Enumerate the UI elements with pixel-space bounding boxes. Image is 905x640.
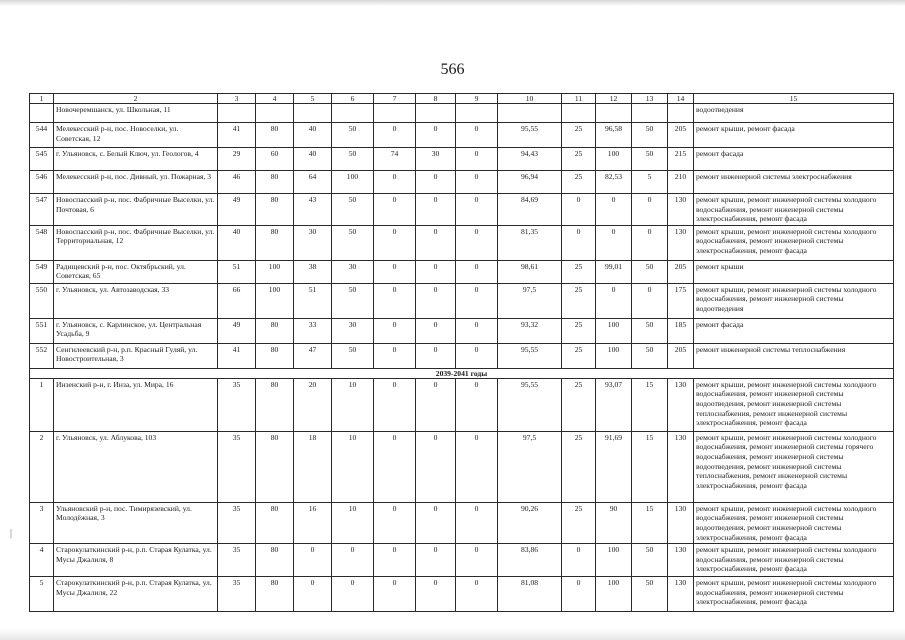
col-14: 130 — [668, 431, 694, 502]
col-8: 0 — [416, 318, 456, 343]
col-11: 0 — [562, 577, 596, 612]
header-row — [30, 94, 894, 104]
col-12: 100 — [596, 318, 632, 343]
col-4: 80 — [256, 318, 294, 343]
col-13: 50 — [632, 318, 668, 343]
col-9: 0 — [456, 171, 498, 194]
scan-bottom-edge — [0, 628, 905, 640]
col-6: 50 — [332, 194, 374, 226]
col-6: 50 — [332, 225, 374, 260]
row-number: 545 — [30, 148, 54, 171]
col-6: 50 — [332, 123, 374, 148]
row-number: 3 — [30, 502, 54, 543]
col-9: 0 — [456, 148, 498, 171]
col-12: 90 — [596, 502, 632, 543]
col-8: 0 — [416, 577, 456, 612]
col-12: 99,01 — [596, 260, 632, 283]
col-14: 130 — [668, 502, 694, 543]
scan-top-edge — [0, 0, 905, 6]
col-3: 35 — [218, 431, 256, 502]
col-5: 33 — [294, 318, 332, 343]
works-list: ремонт фасада — [694, 148, 894, 171]
col-13: 50 — [632, 577, 668, 612]
col-4: 80 — [256, 194, 294, 226]
table-row — [30, 123, 894, 148]
col-3: 29 — [218, 148, 256, 171]
col-11: 25 — [562, 123, 596, 148]
col-9: 0 — [456, 343, 498, 368]
col-5: 16 — [294, 502, 332, 543]
works-list: ремонт крыши, ремонт инженерной системы холодного водоснабжения, ремонт инженерной системы электроснабжения, ремонт фасада — [694, 577, 894, 612]
col-13: 0 — [632, 283, 668, 318]
col-4: 60 — [256, 148, 294, 171]
address: Мелекесский р-н, пос. Дивный, ул. Пожарная, 3 — [54, 171, 218, 194]
col-7: 74 — [374, 148, 416, 171]
col-10: 81,35 — [498, 225, 562, 260]
col-8: 0 — [416, 502, 456, 543]
address: Новочеремшанск, ул. Школьная, 11 — [54, 104, 218, 123]
col-3: 35 — [218, 378, 256, 431]
col-9: 0 — [456, 318, 498, 343]
row-number: 5 — [30, 577, 54, 612]
col-14: 205 — [668, 123, 694, 148]
row-number: 548 — [30, 225, 54, 260]
col-5: 18 — [294, 431, 332, 502]
col-8: 0 — [416, 171, 456, 194]
col-9: 0 — [456, 431, 498, 502]
col-7: 0 — [374, 283, 416, 318]
col-6: 10 — [332, 431, 374, 502]
table-row — [30, 104, 894, 123]
col-5: 0 — [294, 577, 332, 612]
row-number: 551 — [30, 318, 54, 343]
col-11: 0 — [562, 225, 596, 260]
col-10: 94,43 — [498, 148, 562, 171]
col-11: 25 — [562, 260, 596, 283]
col-8: 0 — [416, 283, 456, 318]
works-list: ремонт крыши, ремонт инженерной системы холодного водоснабжения, ремонт инженерной системы электроснабжения, ремонт фасада — [694, 225, 894, 260]
col-7 — [374, 104, 416, 123]
col-3: 66 — [218, 283, 256, 318]
col-12: 96,58 — [596, 123, 632, 148]
works-list: ремонт крыши, ремонт инженерной системы холодного водоснабжения, ремонт инженерной системы водоотведения, ремонт инженерной системы электроснабжения, ремонт фасада — [694, 502, 894, 543]
col-5: 30 — [294, 225, 332, 260]
col-14: 185 — [668, 318, 694, 343]
table-row — [30, 343, 894, 368]
col-10: 95,55 — [498, 343, 562, 368]
col-11: 25 — [562, 318, 596, 343]
col-14: 130 — [668, 577, 694, 612]
col-7: 0 — [374, 194, 416, 226]
header-cell: 10 — [498, 94, 562, 104]
col-7: 0 — [374, 577, 416, 612]
col-3: 49 — [218, 194, 256, 226]
col-6: 50 — [332, 148, 374, 171]
col-5: 47 — [294, 343, 332, 368]
table-row — [30, 260, 894, 283]
col-8: 0 — [416, 378, 456, 431]
col-13: 15 — [632, 431, 668, 502]
col-12: 82,53 — [596, 171, 632, 194]
col-9: 0 — [456, 378, 498, 431]
col-11 — [562, 104, 596, 123]
margin-mark: | — [10, 528, 13, 539]
col-6: 10 — [332, 378, 374, 431]
row-number — [30, 104, 54, 123]
col-11: 0 — [562, 544, 596, 577]
col-3: 41 — [218, 123, 256, 148]
row-number: 549 — [30, 260, 54, 283]
col-13 — [632, 104, 668, 123]
col-9: 0 — [456, 283, 498, 318]
table-row — [30, 225, 894, 260]
col-9: 0 — [456, 260, 498, 283]
col-7: 0 — [374, 123, 416, 148]
table-row — [30, 378, 894, 431]
header-cell: 9 — [456, 94, 498, 104]
row-number: 550 — [30, 283, 54, 318]
col-10: 81,08 — [498, 577, 562, 612]
col-3: 35 — [218, 577, 256, 612]
col-11: 0 — [562, 194, 596, 226]
address: Инзенский р-н, г. Инза, ул. Мира, 16 — [54, 378, 218, 431]
col-12: 100 — [596, 544, 632, 577]
col-14: 130 — [668, 194, 694, 226]
table-row — [30, 502, 894, 543]
table-row — [30, 194, 894, 226]
col-5 — [294, 104, 332, 123]
col-4: 80 — [256, 225, 294, 260]
col-10: 98,61 — [498, 260, 562, 283]
col-7: 0 — [374, 260, 416, 283]
table-row — [30, 171, 894, 194]
header-cell: 2 — [54, 94, 218, 104]
col-13: 0 — [632, 194, 668, 226]
col-7: 0 — [374, 225, 416, 260]
col-10: 84,69 — [498, 194, 562, 226]
address: Радищевский р-н, пос. Октябрьский, ул. Советская, 65 — [54, 260, 218, 283]
col-3 — [218, 104, 256, 123]
header-cell: 3 — [218, 94, 256, 104]
col-13: 50 — [632, 260, 668, 283]
address: Сенгилеевский р-н, р.п. Красный Гуляй, ул. Новостроительная, 3 — [54, 343, 218, 368]
address: г. Ульяновск, с. Карлинское, ул. Центральная Усадьба, 9 — [54, 318, 218, 343]
col-7: 0 — [374, 343, 416, 368]
header-cell: 13 — [632, 94, 668, 104]
col-14: 215 — [668, 148, 694, 171]
col-10: 90,26 — [498, 502, 562, 543]
col-4: 80 — [256, 171, 294, 194]
col-7: 0 — [374, 431, 416, 502]
col-14 — [668, 104, 694, 123]
col-8: 0 — [416, 225, 456, 260]
col-9: 0 — [456, 194, 498, 226]
col-4: 80 — [256, 123, 294, 148]
works-list: ремонт крыши, ремонт инженерной системы холодного водоснабжения, ремонт инженерной системы горячего водоснабжения, ремонт инженерной системы водоотведения, ремонт инженерной системы теплоснабжения, ремонт инженерной системы электроснабжения, ремонт фасада — [694, 431, 894, 502]
col-9: 0 — [456, 225, 498, 260]
col-5: 43 — [294, 194, 332, 226]
works-list: ремонт крыши, ремонт инженерной системы холодного водоснабжения, ремонт инженерной системы электроснабжения, ремонт фасада — [694, 544, 894, 577]
header-cell: 12 — [596, 94, 632, 104]
col-6: 100 — [332, 171, 374, 194]
col-13: 5 — [632, 171, 668, 194]
header-cell: 4 — [256, 94, 294, 104]
col-12: 100 — [596, 343, 632, 368]
col-8: 0 — [416, 260, 456, 283]
col-10: 83,86 — [498, 544, 562, 577]
section-row — [30, 368, 894, 378]
col-3: 35 — [218, 544, 256, 577]
address: Новоспасский р-н, пос. Фабричные Выселки, ул. Почтовая, 6 — [54, 194, 218, 226]
col-10 — [498, 104, 562, 123]
col-5: 0 — [294, 544, 332, 577]
col-6: 30 — [332, 260, 374, 283]
address: Новоспасский р-н, пос. Фабричные Выселки, ул. Территориальная, 12 — [54, 225, 218, 260]
col-14: 205 — [668, 343, 694, 368]
col-10: 96,94 — [498, 171, 562, 194]
col-8: 0 — [416, 544, 456, 577]
works-list: ремонт инженерной системы теплоснабжения — [694, 343, 894, 368]
table-row — [30, 544, 894, 577]
col-3: 51 — [218, 260, 256, 283]
works-list: ремонт инженерной системы электроснабжения — [694, 171, 894, 194]
col-5: 51 — [294, 283, 332, 318]
col-4: 80 — [256, 431, 294, 502]
header-cell: 1 — [30, 94, 54, 104]
col-14: 205 — [668, 260, 694, 283]
section-title: 2039-2041 годы — [30, 368, 894, 378]
col-9 — [456, 104, 498, 123]
header-cell: 14 — [668, 94, 694, 104]
col-7: 0 — [374, 378, 416, 431]
col-8: 30 — [416, 148, 456, 171]
header-cell: 11 — [562, 94, 596, 104]
works-list: ремонт крыши — [694, 260, 894, 283]
col-5: 38 — [294, 260, 332, 283]
col-9: 0 — [456, 502, 498, 543]
col-11: 25 — [562, 502, 596, 543]
row-number: 544 — [30, 123, 54, 148]
col-4: 100 — [256, 260, 294, 283]
col-7: 0 — [374, 502, 416, 543]
col-4 — [256, 104, 294, 123]
col-10: 95,55 — [498, 123, 562, 148]
col-13: 50 — [632, 123, 668, 148]
col-11: 25 — [562, 148, 596, 171]
col-12: 0 — [596, 225, 632, 260]
works-list: водоотведения — [694, 104, 894, 123]
col-13: 0 — [632, 225, 668, 260]
col-12: 0 — [596, 194, 632, 226]
col-13: 50 — [632, 343, 668, 368]
works-list: ремонт фасада — [694, 318, 894, 343]
col-11: 25 — [562, 343, 596, 368]
table-body — [30, 94, 894, 612]
col-9: 0 — [456, 123, 498, 148]
table-row — [30, 148, 894, 171]
col-5: 40 — [294, 123, 332, 148]
col-4: 80 — [256, 502, 294, 543]
col-12: 100 — [596, 148, 632, 171]
col-11: 25 — [562, 283, 596, 318]
row-number: 552 — [30, 343, 54, 368]
col-7: 0 — [374, 544, 416, 577]
col-7: 0 — [374, 171, 416, 194]
col-14: 130 — [668, 544, 694, 577]
col-10: 95,55 — [498, 378, 562, 431]
header-cell: 8 — [416, 94, 456, 104]
col-9: 0 — [456, 544, 498, 577]
address: г. Ульяновск, с. Белый Ключ, ул. Геологов, 4 — [54, 148, 218, 171]
works-list: ремонт крыши, ремонт инженерной системы холодного водоснабжения, ремонт инженерной системы водоотведения, ремонт инженерной системы теплоснабжения, ремонт инженерной системы электроснабжения, ремонт фасада — [694, 378, 894, 431]
address: Мелекесский р-н, пос. Новоселки, ул. Советская, 12 — [54, 123, 218, 148]
col-10: 93,32 — [498, 318, 562, 343]
col-5: 40 — [294, 148, 332, 171]
col-13: 15 — [632, 378, 668, 431]
row-number: 4 — [30, 544, 54, 577]
address: Старокулаткинский р-н, р.п. Старая Кулатка, ул. Мусы Джалиля, 8 — [54, 544, 218, 577]
address: г. Ульяновск, ул. Аблукова, 103 — [54, 431, 218, 502]
col-6: 50 — [332, 343, 374, 368]
works-list: ремонт крыши, ремонт инженерной системы холодного водоснабжения, ремонт инженерной системы водоотведения — [694, 283, 894, 318]
col-3: 35 — [218, 502, 256, 543]
header-cell: 6 — [332, 94, 374, 104]
col-4: 80 — [256, 378, 294, 431]
col-14: 175 — [668, 283, 694, 318]
col-14: 130 — [668, 225, 694, 260]
col-11: 25 — [562, 171, 596, 194]
col-4: 80 — [256, 544, 294, 577]
col-6: 50 — [332, 283, 374, 318]
col-4: 80 — [256, 577, 294, 612]
table-row — [30, 283, 894, 318]
col-3: 41 — [218, 343, 256, 368]
col-8 — [416, 104, 456, 123]
col-5: 20 — [294, 378, 332, 431]
col-8: 0 — [416, 431, 456, 502]
header-cell: 5 — [294, 94, 332, 104]
repair-schedule-table — [29, 93, 894, 612]
col-6: 10 — [332, 502, 374, 543]
col-5: 64 — [294, 171, 332, 194]
col-7: 0 — [374, 318, 416, 343]
table-row — [30, 577, 894, 612]
row-number: 1 — [30, 378, 54, 431]
col-12: 93,07 — [596, 378, 632, 431]
col-3: 49 — [218, 318, 256, 343]
col-4: 100 — [256, 283, 294, 318]
col-3: 40 — [218, 225, 256, 260]
col-8: 0 — [416, 343, 456, 368]
col-12: 91,69 — [596, 431, 632, 502]
col-3: 46 — [218, 171, 256, 194]
col-8: 0 — [416, 123, 456, 148]
col-12 — [596, 104, 632, 123]
col-10: 97,5 — [498, 283, 562, 318]
col-6 — [332, 104, 374, 123]
col-14: 210 — [668, 171, 694, 194]
col-13: 15 — [632, 502, 668, 543]
col-10: 97,5 — [498, 431, 562, 502]
header-cell: 7 — [374, 94, 416, 104]
table-row — [30, 431, 894, 502]
header-cell: 15 — [694, 94, 894, 104]
address: г. Ульяновск, ул. Автозаводская, 33 — [54, 283, 218, 318]
col-9: 0 — [456, 577, 498, 612]
page-number: 566 — [440, 61, 465, 78]
col-14: 130 — [668, 378, 694, 431]
col-12: 0 — [596, 283, 632, 318]
row-number: 2 — [30, 431, 54, 502]
table-row — [30, 318, 894, 343]
address: Старокулаткинский р-н, р.п. Старая Кулатка, ул. Мусы Джалиля, 22 — [54, 577, 218, 612]
col-4: 80 — [256, 343, 294, 368]
row-number: 546 — [30, 171, 54, 194]
col-11: 25 — [562, 378, 596, 431]
works-list: ремонт крыши, ремонт фасада — [694, 123, 894, 148]
address: Ульяновский р-н, пос. Тимирязевский, ул. Молодёжная, 3 — [54, 502, 218, 543]
row-number: 547 — [30, 194, 54, 226]
works-list: ремонт крыши, ремонт инженерной системы холодного водоснабжения, ремонт инженерной системы электроснабжения, ремонт фасада — [694, 194, 894, 226]
col-12: 100 — [596, 577, 632, 612]
col-6: 0 — [332, 577, 374, 612]
col-6: 30 — [332, 318, 374, 343]
col-8: 0 — [416, 194, 456, 226]
col-13: 50 — [632, 544, 668, 577]
col-13: 50 — [632, 148, 668, 171]
col-6: 0 — [332, 544, 374, 577]
col-11: 25 — [562, 431, 596, 502]
